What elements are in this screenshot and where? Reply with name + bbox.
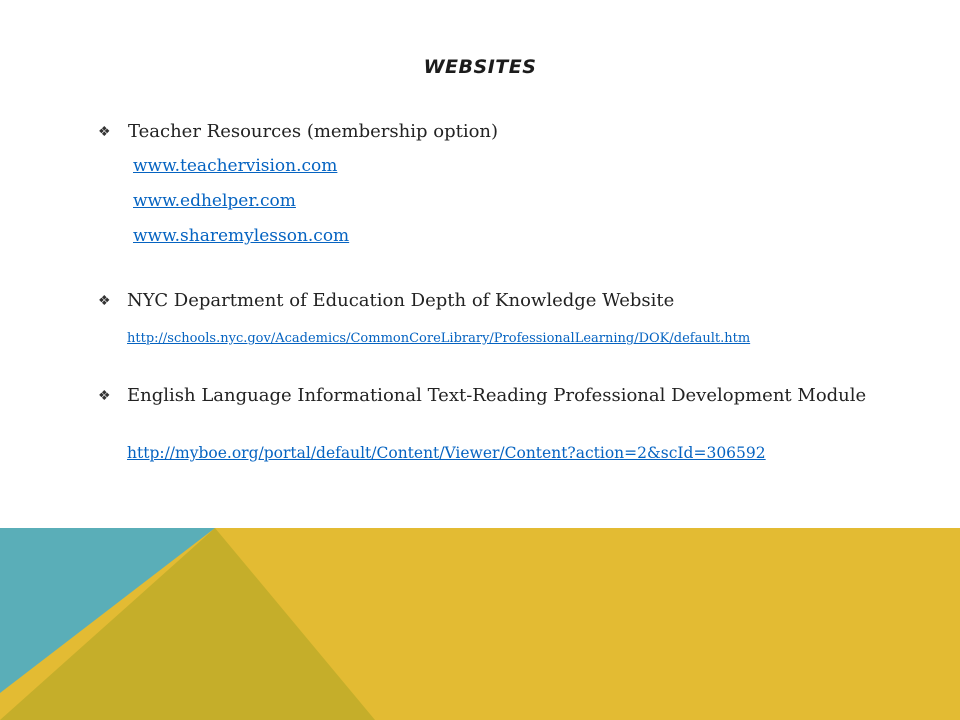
link-myboe-module[interactable]: http://myboe.org/portal/default/Content/Viewer/Content?action=2&scId=306592 bbox=[127, 444, 766, 462]
bullet-nyc-doe-dok bbox=[98, 290, 858, 312]
bullet-text: English Language Informational Text-Reading Professional Development Module bbox=[127, 385, 867, 406]
bullet-english-language-module bbox=[98, 385, 878, 429]
diamond-bullet-icon: ❖ bbox=[98, 388, 111, 404]
bullet-teacher-resources bbox=[98, 121, 858, 143]
decorative-footer-shapes bbox=[0, 528, 960, 720]
slide-title: WEBSITES bbox=[423, 56, 537, 78]
bullet-text: NYC Department of Education Depth of Knowledge Website bbox=[127, 290, 675, 311]
link-teachervision[interactable]: www.teachervision.com bbox=[133, 156, 338, 176]
link-nyc-dok[interactable]: http://schools.nyc.gov/Academics/CommonCoreLibrary/ProfessionalLearning/DOK/default.htm bbox=[127, 331, 751, 346]
diamond-bullet-icon: ❖ bbox=[98, 124, 111, 140]
diamond-bullet-icon: ❖ bbox=[98, 293, 111, 309]
bullet-text: Teacher Resources (membership option) bbox=[128, 121, 499, 142]
link-sharemylesson[interactable]: www.sharemylesson.com bbox=[133, 226, 350, 246]
link-edhelper[interactable]: www.edhelper.com bbox=[133, 191, 296, 211]
